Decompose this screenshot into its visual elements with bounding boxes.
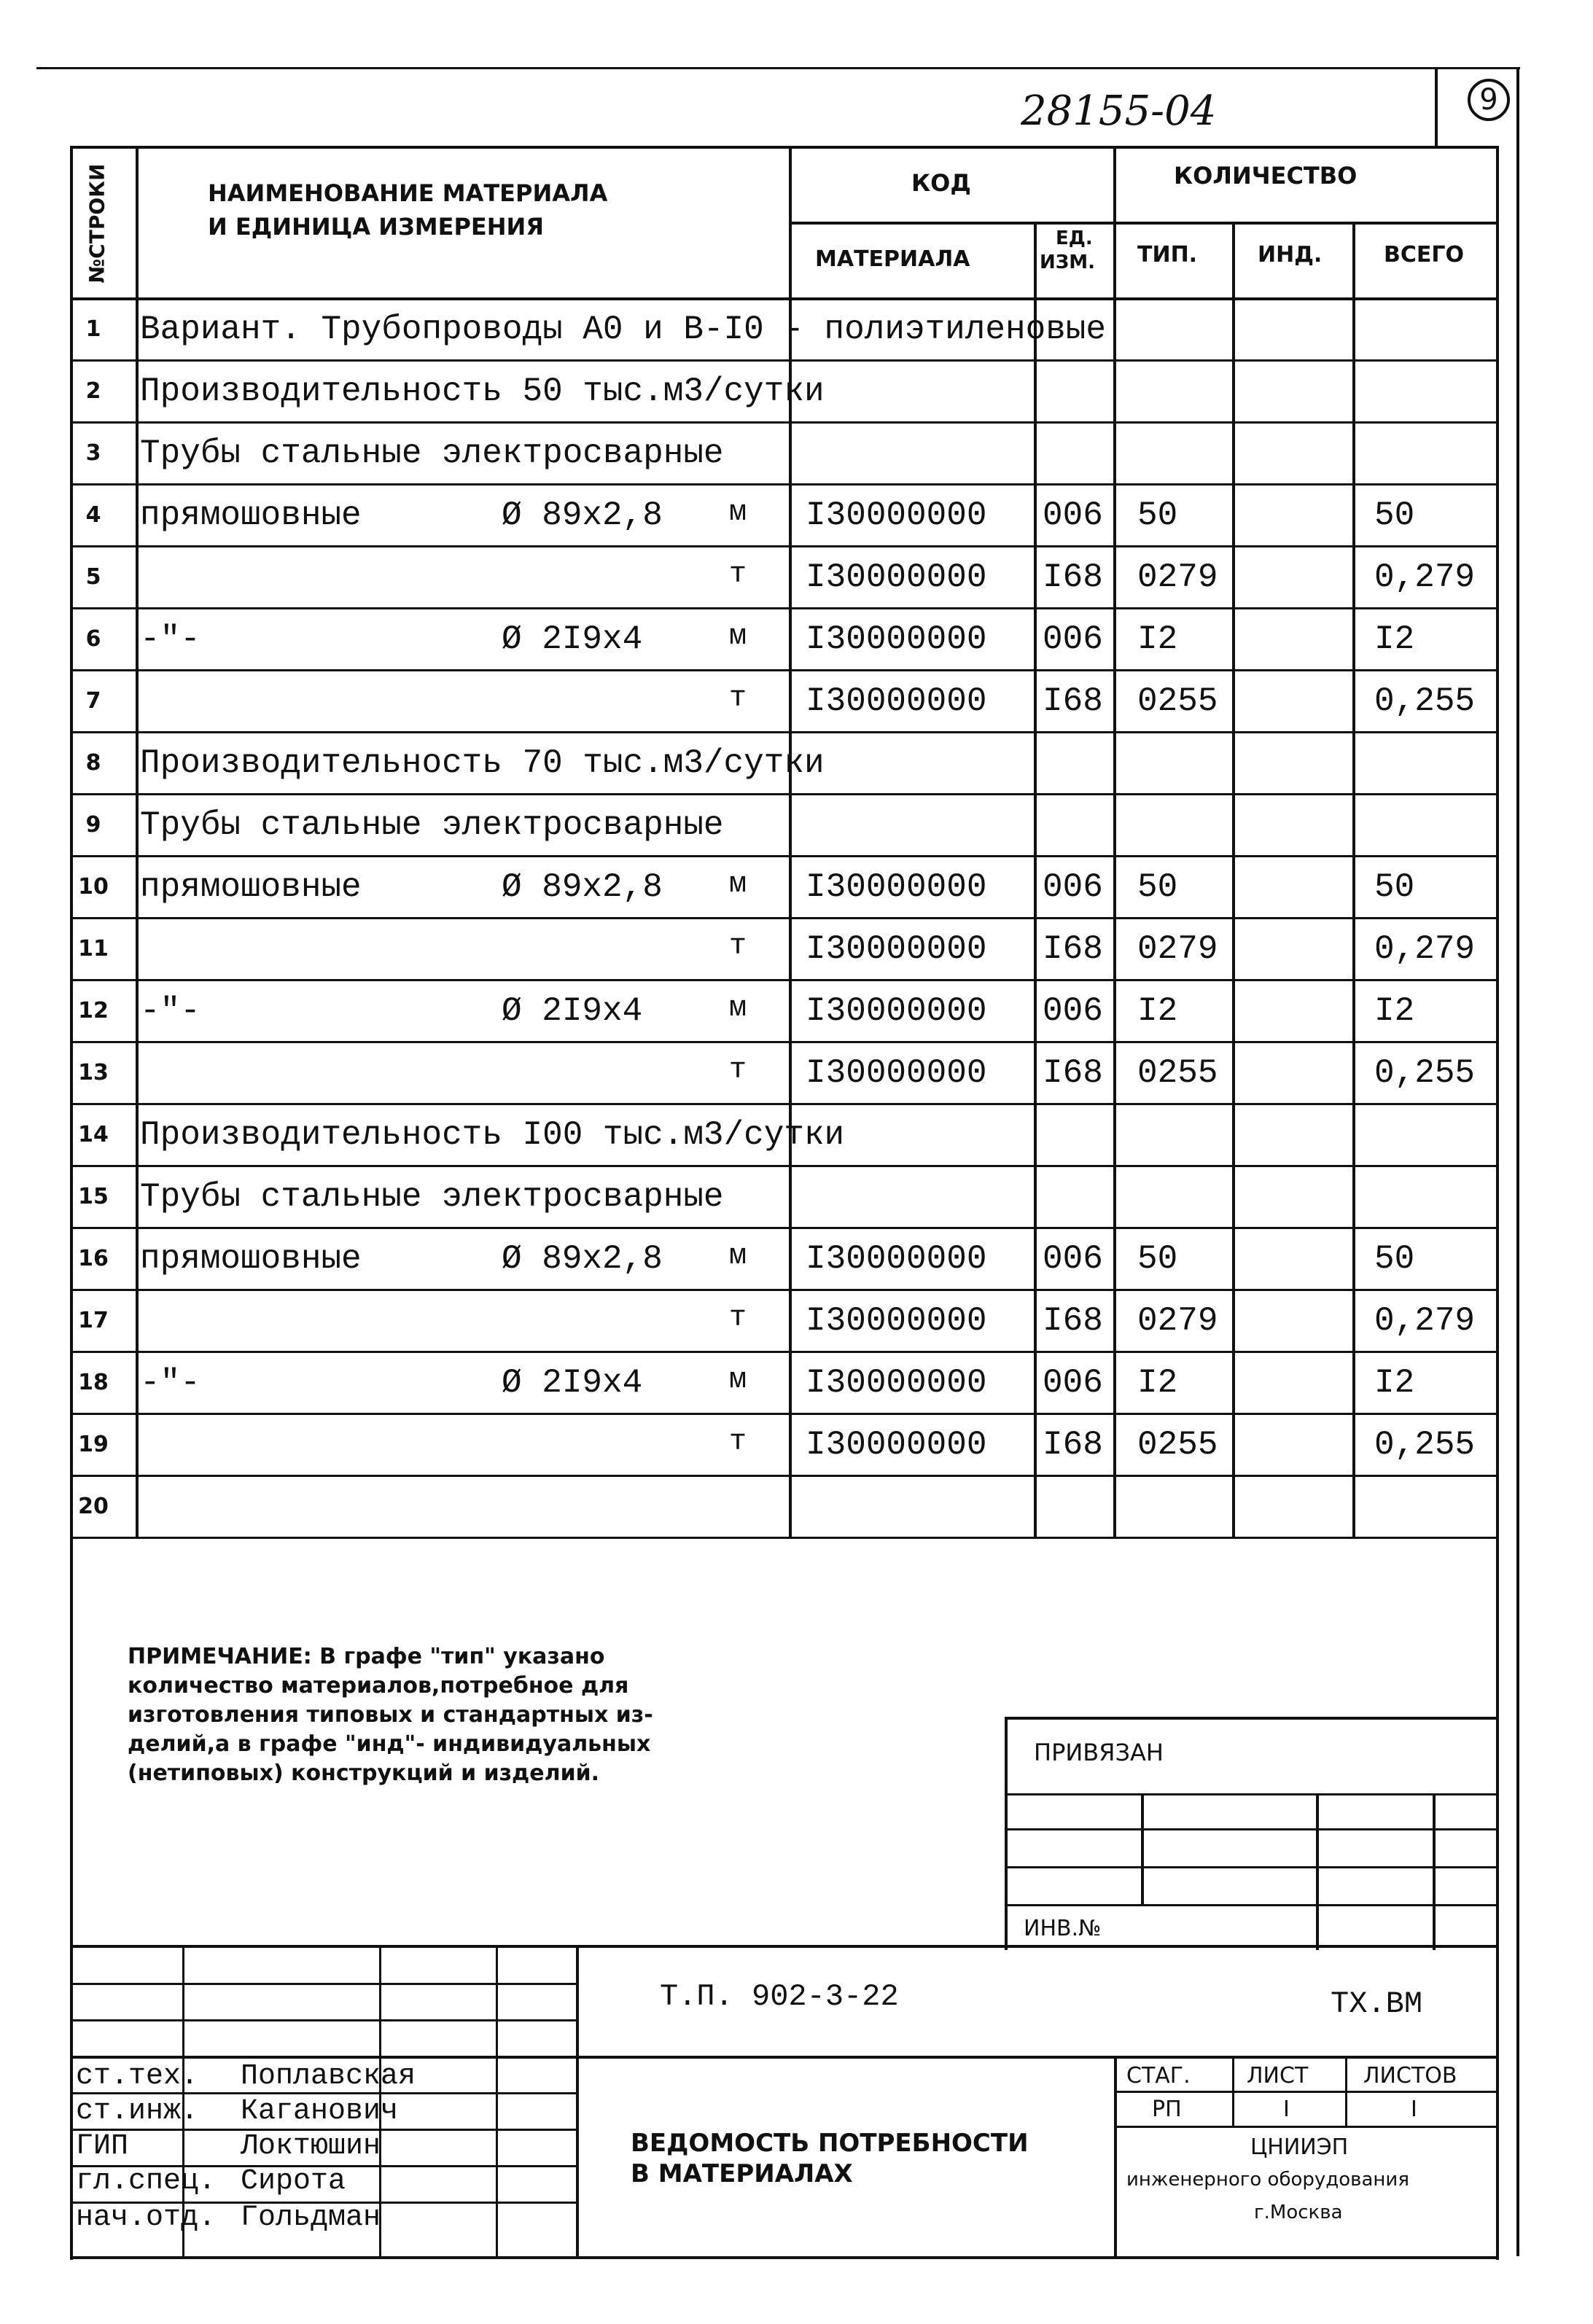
row-number: 14 [78, 1122, 109, 1147]
row-material-code: I30000000 [806, 1302, 987, 1340]
note-line-2: количество материалов,потребное для [128, 1673, 629, 1699]
row-unit-code: 006 [1043, 496, 1103, 534]
row-unit: м [729, 620, 747, 653]
header-bottom [70, 297, 1499, 300]
row-typ-qty: 0279 [1137, 558, 1218, 596]
row-divider [70, 1227, 1499, 1229]
row-unit: т [729, 1054, 747, 1087]
document-number: 28155-04 [1021, 87, 1217, 135]
linked-line-1 [1005, 1793, 1496, 1795]
stamp-sheets-value: I [1411, 2097, 1417, 2122]
row-divider [70, 421, 1499, 424]
row-divider [70, 1103, 1499, 1105]
linked-line-3 [1005, 1866, 1496, 1868]
linked-col-3 [1433, 1793, 1436, 1950]
stamp-org-line-2: инженерного оборудования [1126, 2169, 1409, 2191]
stamp-names-sep-3 [496, 1945, 498, 2256]
row-typ-qty: I2 [1137, 992, 1178, 1030]
row-divider [70, 1165, 1499, 1167]
stamp-stage-row-2 [1114, 2126, 1496, 2128]
row-typ-qty: 0279 [1137, 1302, 1218, 1340]
row-unit: т [729, 1426, 747, 1459]
row-material-code: I30000000 [806, 1426, 987, 1464]
col-sep-name [789, 146, 792, 1537]
stamp-title-line-1: ВЕДОМОСТЬ ПОТРЕБНОСТИ [631, 2129, 1029, 2158]
row-unit: м [729, 868, 747, 901]
signatory-role: ГИП [76, 2130, 129, 2163]
signatory-name: Каганович [241, 2095, 399, 2128]
row-number: 8 [85, 750, 101, 776]
stamp-sheet-label: ЛИСТ [1247, 2063, 1309, 2089]
row-total-qty: I2 [1374, 992, 1415, 1030]
note-line-4: делий,а в графе "инд"- индивидуальных [128, 1731, 651, 1757]
row-divider [70, 669, 1499, 671]
row-unit: т [729, 930, 747, 963]
row-total-qty: 0,255 [1374, 1426, 1476, 1464]
header-total: ВСЕГО [1384, 242, 1464, 268]
row-total-qty: 0,279 [1374, 930, 1476, 968]
row-name: Трубы стальные электросварные [140, 1178, 724, 1216]
row-number: 19 [78, 1432, 109, 1457]
row-size: Ø 89х2,8 [502, 496, 663, 534]
row-number: 20 [78, 1494, 109, 1519]
row-material-code: I30000000 [806, 1240, 987, 1278]
row-unit-code: I68 [1043, 1426, 1103, 1464]
row-divider [70, 1289, 1499, 1291]
linked-box-left [1005, 1717, 1008, 1950]
stamp-org-city: г.Москва [1254, 2202, 1343, 2223]
stamp-doc-code: ТХ.ВМ [1331, 1986, 1423, 2021]
row-unit-code: I68 [1043, 1302, 1103, 1340]
row-name: Трубы стальные электросварные [140, 806, 724, 844]
row-material-code: I30000000 [806, 682, 987, 720]
row-number: 9 [85, 812, 101, 838]
row-divider [70, 979, 1499, 981]
header-unit-bottom: ИЗМ. [1040, 251, 1095, 273]
row-material-code: I30000000 [806, 1364, 987, 1402]
row-unit: м [729, 992, 747, 1025]
row-divider [70, 1537, 1499, 1539]
stamp-project-number: Т.П. 902-3-22 [660, 1979, 899, 2014]
row-name: Трубы стальные электросварные [140, 434, 724, 472]
row-divider [70, 731, 1499, 733]
row-unit: т [729, 558, 747, 591]
row-divider [70, 1475, 1499, 1477]
row-typ-qty: 50 [1137, 868, 1178, 906]
row-typ-qty: I2 [1137, 1364, 1178, 1402]
table-right-border [1496, 146, 1499, 2260]
row-name: Производительность 70 тыс.м3/сутки [140, 744, 825, 782]
row-number: 17 [78, 1308, 109, 1333]
header-material: МАТЕРИАЛА [815, 246, 970, 272]
stamp-stage-sep-1 [1232, 2056, 1234, 2126]
row-unit: м [729, 1240, 747, 1273]
row-size: Ø 2I9х4 [502, 620, 643, 658]
header-divider-mid [789, 222, 1496, 225]
row-size: Ø 2I9х4 [502, 992, 643, 1030]
row-unit-code: 006 [1043, 620, 1103, 658]
row-number: 7 [85, 688, 101, 714]
row-typ-qty: I2 [1137, 620, 1178, 658]
row-unit: м [729, 496, 747, 529]
signatory-role: ст.тех. [76, 2060, 199, 2093]
stamp-top [70, 1945, 1499, 1948]
stamp-sheet-value: I [1283, 2097, 1290, 2122]
row-total-qty: I2 [1374, 620, 1415, 658]
row-unit-code: I68 [1043, 1054, 1103, 1092]
row-unit-code: 006 [1043, 868, 1103, 906]
linked-inv-label: ИНВ.№ [1024, 1916, 1102, 1941]
row-typ-qty: 50 [1137, 1240, 1178, 1278]
row-unit-code: 006 [1043, 1364, 1103, 1402]
row-divider [70, 917, 1499, 919]
row-typ-qty: 0255 [1137, 1054, 1218, 1092]
row-number: 11 [78, 936, 109, 962]
row-name: прямошовные [140, 868, 362, 906]
note-line-3: изготовления типовых и стандартных из- [128, 1702, 653, 1728]
row-material-code: I30000000 [806, 868, 987, 906]
note-line-1: ПРИМЕЧАНИЕ: В графе "тип" указано [128, 1644, 605, 1669]
row-unit-code: I68 [1043, 682, 1103, 720]
signatory-name: Локтюшин [241, 2130, 381, 2163]
col-sep-number [136, 146, 139, 1537]
row-size: Ø 2I9х4 [502, 1364, 643, 1402]
stamp-bottom [70, 2256, 1499, 2259]
linked-line-2 [1005, 1828, 1496, 1830]
row-unit-code: 006 [1043, 1240, 1103, 1278]
signatory-role: нач.отд. [76, 2202, 217, 2234]
row-total-qty: 0,279 [1374, 558, 1476, 596]
row-unit-code: I68 [1043, 558, 1103, 596]
row-name: -"- [140, 620, 200, 658]
row-material-code: I30000000 [806, 496, 987, 534]
signatory-role: ст.инж. [76, 2095, 199, 2128]
linked-line-4 [1005, 1904, 1496, 1906]
row-material-code: I30000000 [806, 620, 987, 658]
row-divider [70, 359, 1499, 362]
col-sep-material [1034, 222, 1037, 1537]
row-name: -"- [140, 1364, 200, 1402]
row-material-code: I30000000 [806, 1054, 987, 1092]
linked-col-2 [1316, 1793, 1319, 1950]
stamp-sheets-label: ЛИСТОВ [1363, 2063, 1457, 2089]
header-ind: ИНД. [1258, 242, 1323, 268]
header-quantity: КОЛИЧЕСТВО [1174, 162, 1358, 190]
row-divider [70, 793, 1499, 795]
row-divider [70, 483, 1499, 486]
stamp-org-name: ЦНИИЭП [1250, 2134, 1349, 2160]
col-sep-ind [1352, 222, 1355, 1537]
linked-col-1 [1141, 1793, 1144, 1904]
row-number: 10 [78, 874, 109, 900]
header-row-number: №СТРОКИ [85, 163, 109, 284]
row-number: 1 [85, 316, 101, 342]
row-number: 6 [85, 626, 101, 652]
row-divider [70, 855, 1499, 857]
row-material-code: I30000000 [806, 930, 987, 968]
stamp-stage-sep-2 [1345, 2056, 1347, 2126]
row-total-qty: 0,255 [1374, 1054, 1476, 1092]
header-name: НАИМЕНОВАНИЕ МАТЕРИАЛА [208, 179, 608, 207]
row-unit: м [729, 1364, 747, 1397]
signatory-name: Гольдман [241, 2202, 381, 2234]
header-name-line2: И ЕДИНИЦА ИЗМЕРЕНИЯ [208, 213, 544, 241]
row-total-qty: I2 [1374, 1364, 1415, 1402]
row-name: прямошовные [140, 1240, 362, 1278]
row-unit-code: 006 [1043, 992, 1103, 1030]
stamp-title-line-2: В МАТЕРИАЛАХ [631, 2159, 853, 2188]
signatory-role: гл.спец. [76, 2165, 217, 2198]
row-typ-qty: 0255 [1137, 682, 1218, 720]
row-number: 16 [78, 1246, 109, 1271]
sheet-circle-number: 9 [1468, 79, 1510, 121]
row-name: Производительность I00 тыс.м3/сутки [140, 1116, 845, 1154]
row-name: Производительность 50 тыс.м3/сутки [140, 373, 825, 410]
note-line-5: (нетиповых) конструкций и изделий. [128, 1760, 600, 1786]
header-code: КОД [911, 169, 971, 197]
stamp-right-sep [1114, 2056, 1117, 2256]
row-size: Ø 89х2,8 [502, 1240, 663, 1278]
signatory-name: Поплавская [241, 2060, 416, 2093]
stamp-left-row-1 [70, 1983, 576, 1985]
table-top-border [70, 146, 1499, 149]
row-typ-qty: 0279 [1137, 930, 1218, 968]
row-number: 2 [85, 378, 101, 404]
row-name: прямошовные [140, 496, 362, 534]
doc-number-box-left [1435, 69, 1438, 146]
row-total-qty: 50 [1374, 868, 1415, 906]
row-number: 18 [78, 1370, 109, 1395]
row-divider [70, 1351, 1499, 1353]
header-unit-top: ЕД. [1056, 227, 1093, 249]
stamp-left-row-2 [70, 2019, 576, 2021]
signatory-name: Сирота [241, 2165, 346, 2198]
linked-box-top [1005, 1717, 1496, 1720]
row-unit-code: I68 [1043, 930, 1103, 968]
row-divider [70, 545, 1499, 547]
row-unit: т [729, 682, 747, 715]
top-border [36, 67, 1520, 69]
stamp-stage-value: РП [1152, 2097, 1182, 2122]
stamp-left-sep [576, 1945, 579, 2256]
row-material-code: I30000000 [806, 992, 987, 1030]
header-typ: ТИП. [1137, 242, 1198, 268]
row-name: -"- [140, 992, 200, 1030]
stamp-mid [70, 2056, 1499, 2059]
col-sep-unit [1113, 146, 1116, 1537]
row-number: 5 [85, 564, 101, 590]
row-total-qty: 0,255 [1374, 682, 1476, 720]
col-sep-typ [1232, 222, 1235, 1537]
row-material-code: I30000000 [806, 558, 987, 596]
row-divider [70, 1041, 1499, 1043]
row-typ-qty: 0255 [1137, 1426, 1218, 1464]
row-divider [70, 1413, 1499, 1415]
row-number: 12 [78, 998, 109, 1023]
stamp-stage-row [1114, 2091, 1496, 2093]
row-total-qty: 0,279 [1374, 1302, 1476, 1340]
row-number: 3 [85, 440, 101, 466]
row-total-qty: 50 [1374, 496, 1415, 534]
row-number: 13 [78, 1060, 109, 1085]
row-size: Ø 89х2,8 [502, 868, 663, 906]
row-total-qty: 50 [1374, 1240, 1415, 1278]
row-number: 15 [78, 1184, 109, 1209]
outer-right-border [1516, 69, 1519, 2256]
row-number: 4 [85, 502, 101, 528]
row-unit: т [729, 1302, 747, 1335]
stamp-stage-label: СТАГ. [1126, 2063, 1191, 2089]
linked-title: ПРИВЯЗАН [1034, 1739, 1164, 1766]
row-typ-qty: 50 [1137, 496, 1178, 534]
row-name: Вариант. Трубопроводы А0 и В-I0 - полиэтиленовые [140, 311, 1107, 348]
row-divider [70, 607, 1499, 609]
